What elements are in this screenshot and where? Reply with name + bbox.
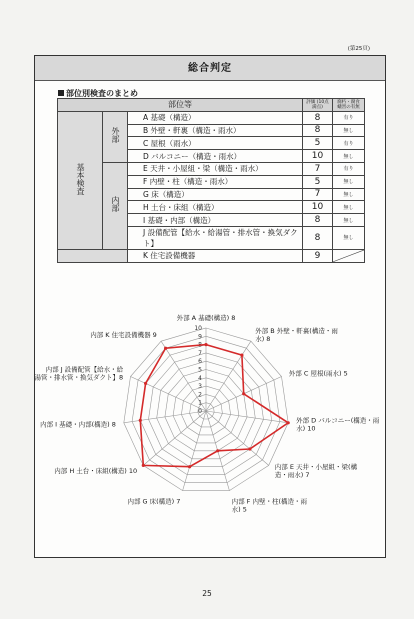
axis-label: 内部 F 内壁・柱(構造・雨 xyxy=(231,497,308,506)
row-score: 5 xyxy=(303,175,333,188)
tick-label: 4 xyxy=(198,374,202,382)
axis-label: 外部 B 外壁・軒裏(構造・雨 xyxy=(255,326,338,335)
row-score: 5 xyxy=(303,137,333,150)
section-title: 部位別検査のまとめ xyxy=(58,88,138,99)
group-interior: 内部 xyxy=(103,162,128,249)
page-number: 25 xyxy=(202,589,212,598)
group-exterior: 外部 xyxy=(103,111,128,162)
page-label: (第25頁) xyxy=(347,46,370,52)
series-point xyxy=(188,465,191,468)
table-row xyxy=(58,111,365,124)
tick-label: 7 xyxy=(198,349,202,357)
header-score: 評価 (10点満点) xyxy=(303,99,333,112)
tick-label: 6 xyxy=(198,358,202,366)
tick-label: 5 xyxy=(198,366,202,374)
series-point xyxy=(287,421,290,424)
row-flag: 有り xyxy=(333,162,365,175)
header-flag: 腐朽・腐食 蟻害の有無 xyxy=(333,99,365,112)
tick-label: 10 xyxy=(194,325,202,332)
tick-label: 1 xyxy=(198,399,202,407)
axis-label: 外部 D バルコニー(構造・雨 xyxy=(296,416,380,425)
axis-label: 造・雨水) 7 xyxy=(274,471,310,480)
group-basic: 基本検査 xyxy=(58,111,103,249)
row-flag: 無し xyxy=(333,124,365,137)
series-point xyxy=(144,382,147,385)
table-row xyxy=(58,249,365,262)
axis-label: 内部 J 設備配管【給水・給 xyxy=(45,365,124,374)
row-score: 9 xyxy=(303,249,333,262)
row-flag: 無し xyxy=(333,226,365,249)
axis-label: 水) 8 xyxy=(255,334,271,343)
row-score: 8 xyxy=(303,111,333,124)
tick-label: 0 xyxy=(198,408,202,415)
row-label: K 住宅設備機器 xyxy=(128,249,303,262)
row-flag: 無し xyxy=(333,175,365,188)
row-label: I 基礎・内部（構造） xyxy=(128,214,303,227)
series-point xyxy=(164,347,167,350)
row-label: H 土台・床組（構造） xyxy=(128,201,303,214)
row-flag-diagonal xyxy=(333,249,365,262)
row-label: C 屋根（雨水） xyxy=(128,137,303,150)
series-point xyxy=(248,447,251,450)
axis-label: 内部 E 天井・小屋組・梁(構 xyxy=(274,463,358,472)
series-point xyxy=(204,343,207,346)
header-part: 部位等 xyxy=(58,99,303,112)
row-score: 8 xyxy=(303,214,333,227)
square-bullet-icon xyxy=(58,90,64,96)
row-score: 8 xyxy=(303,226,333,249)
row-label: E 天井・小屋組・梁（構造・雨水） xyxy=(128,162,303,175)
row-label: G 床（構造） xyxy=(128,188,303,201)
row-score: 10 xyxy=(303,150,333,163)
group-empty xyxy=(58,249,128,262)
axis-label: 水) 10 xyxy=(296,424,316,433)
row-score: 7 xyxy=(303,188,333,201)
radar-svg xyxy=(0,300,414,530)
tick-label: 9 xyxy=(198,333,202,341)
axis-label: 水) 5 xyxy=(231,505,247,514)
axis-label: 湯管・排水管・換気ダクト】8 xyxy=(34,373,124,382)
tick-label: 8 xyxy=(198,341,202,349)
row-flag: 無し xyxy=(333,214,365,227)
row-flag: 有り xyxy=(333,111,365,124)
inspection-summary-table xyxy=(57,98,365,263)
row-label: B 外壁・軒裏（構造・雨水） xyxy=(128,124,303,137)
row-score: 8 xyxy=(303,124,333,137)
axis-label: 内部 H 土台・床組(構造) 10 xyxy=(54,467,138,476)
series-point xyxy=(240,354,243,357)
axis-label: 外部 A 基礎(構造) 8 xyxy=(176,314,236,322)
row-flag: 有り xyxy=(333,137,365,150)
row-flag: 無し xyxy=(333,201,365,214)
tick-label: 3 xyxy=(198,383,202,391)
row-label: D バルコニー（構造・雨水） xyxy=(128,150,303,163)
axis-spoke xyxy=(124,411,206,423)
tick-label: 2 xyxy=(198,391,202,399)
row-flag: 無し xyxy=(333,188,365,201)
axis-label: 内部 G 床(構造) 7 xyxy=(127,497,181,506)
series-point xyxy=(242,392,245,395)
series-point xyxy=(139,419,142,422)
axis-spoke xyxy=(206,411,288,423)
diagonal-line xyxy=(333,250,364,262)
row-score: 10 xyxy=(303,201,333,214)
row-flag: 無し xyxy=(333,150,365,163)
axis-label: 内部 K 住宅設備機器 9 xyxy=(90,330,157,339)
table-header-row xyxy=(58,99,365,112)
row-score: 7 xyxy=(303,162,333,175)
row-label: A 基礎（構造） xyxy=(128,111,303,124)
table-row xyxy=(58,162,365,175)
series-point xyxy=(142,464,145,467)
row-label: J 設備配管【給水・給湯管・排水管・換気ダクト】 xyxy=(128,226,303,249)
axis-label: 外部 C 屋根(雨水) 5 xyxy=(288,369,348,378)
radar-chart xyxy=(0,300,414,530)
axis-label: 内部 I 基礎・内部(構造) 8 xyxy=(40,420,116,429)
page-title: 総合判定 xyxy=(35,56,385,81)
series-point xyxy=(216,449,219,452)
row-label: F 内壁・柱（構造・雨水） xyxy=(128,175,303,188)
